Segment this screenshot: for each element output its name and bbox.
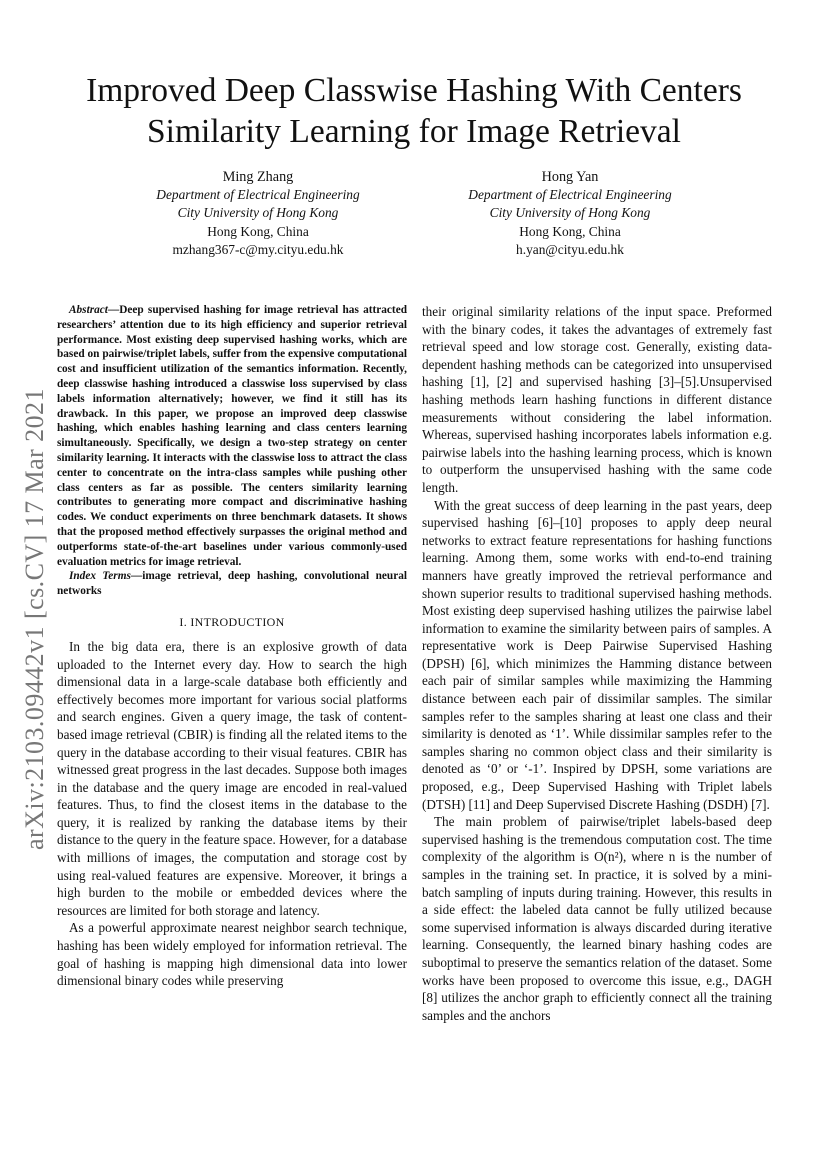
title-line-1: Improved Deep Classwise Hashing With Centers — [86, 72, 742, 109]
abstract-label: Abstract — [69, 304, 108, 316]
index-terms — [57, 569, 407, 599]
author-block-2 — [425, 168, 715, 259]
author-department: Department of Electrical Engineering — [156, 187, 360, 203]
body-paragraph: their original similarity relations of the input space. Preformed with the binary codes, it takes the advantages of extremely fast retrieval speed and low storage cost. Generally, existing data-dependent hashing methods can be categorized into unsupervised hashing [1], [2] and supervised hashing [3]–[5].Unsupervised hashing methods learn hashing functions in different distance measurements without considering the label information. Whereas, supervised hashing incorporates labels information e.g. pairwise labels into the hashing learning process, which is known to outperform the unsupervised hashing with the same code length. — [422, 304, 772, 495]
section-heading-introduction: I. INTRODUCTION — [179, 614, 285, 629]
paper-title — [0, 70, 828, 152]
author-email: mzhang367-c@my.cityu.edu.hk — [172, 241, 344, 257]
title-line-2: Similarity Learning for Image Retrieval — [147, 113, 681, 150]
author-university: City University of Hong Kong — [177, 205, 339, 221]
arxiv-stamp: arXiv:2103.09442v1 [cs.CV] 17 Mar 2021 — [20, 388, 49, 850]
right-column — [422, 303, 772, 1024]
body-paragraph: The main problem of pairwise/triplet labels-based deep supervised hashing is the tremendous computation cost. The time complexity of the algorithm is O(n²), where n is the number of samples in the training set. In practice, it is solved by a mini-batch sampling of inputs during training. However, this results in a side effect: the labeled data cannot be fully utilized because some supervised information is always discarded during iterative learning. Consequently, the learned binary hashing codes are suboptimal to preserve the semantics relation of the dataset. Some works have been proposed to overcome this issue, e.g., DAGH [8] utilizes the anchor graph to efficiently connect all the training samples and the anchors — [422, 814, 772, 1023]
abstract-text: —Deep supervised hashing for image retrieval has attracted researchers’ attention due to its high efficiency and superior retrieval performance. Most existing deep supervised hashing works, which are based on pairwise/triplet labels, suffer from the expensive computational cost and insufficient utilization of the semantics information. Recently, deep classwise hashing introduced a classwise loss supervised by class labels information alternatively; however, we find it still has its drawback. In this paper, we propose an improved deep classwise hashing, which enables hashing learning and class centers learning simultaneously. Specifically, we design a two-step strategy on center similarity learning. It interacts with the classwise loss to attract the class center to concentrate on the intra-class samples while pushing other class centers as far as possible. The centers similarity learning contributes to generating more compact and discriminative hashing codes. We conduct experiments on three benchmark datasets. It shows that the proposed method effectively surpasses the original method and outperforms state-of-the-art baselines under various commonly-used evaluation metrics for image retrieval. — [57, 304, 407, 568]
left-column — [57, 303, 407, 990]
body-paragraph: With the great success of deep learning in the past years, deep supervised hashing [6]–[10] proposes to apply deep neural networks to extract feature representations for hashing functions learning. Among them, some works with end-to-end training manners have greatly improved the retrieval performance and shown superior results to traditional supervised hashing methods. Most existing deep supervised hashing utilizes the pairwise label information to examine the similarity between pairs of samples. A representative work is Deep Pairwise Supervised Hashing (DPSH) [6], which minimizes the Hamming distance between each pair of similar samples while maximizing the Hamming distance between each pair of dissimilar samples. The similar samples refer to the samples sharing at least one class and their similarity is denoted as ‘1’. While dissimilar samples refer to the samples sharing no common object class and their similarity is denoted as ‘0’ or ‘-1’. Inspired by DPSH, some variations are proposed, e.g., Deep Supervised Hashing with Triplet labels (DTSH) [11] and Deep Supervised Discrete Hashing (DSDH) [7]. — [422, 497, 772, 812]
body-paragraph: In the big data era, there is an explosive growth of data uploaded to the Internet every day. How to search the high dimensional data in a large-scale database both efficiently and effectively becomes more important for various social platforms and search engines. Given a query image, the task of content-based image retrieval (CBIR) is finding all the related items to the query in the database according to their visual features. CBIR has witnessed great progress in the last decades. Suppose both images in the database and the query image are encoded in real-valued features. Thus, to find the closest items in the database to the query, it is realized by ranking the database items by their distance to the query in the feature space. However, for a database with millions of images, the computation and storage cost by using real-valued features are expensive. Moreover, it brings a high burden to the mobile or embedded devices where the resources are limited for both storage and latency. — [57, 638, 407, 918]
author-email: h.yan@cityu.edu.hk — [516, 241, 624, 257]
index-terms-text: —image retrieval, deep hashing, convolutional neural networks — [57, 570, 407, 598]
author-university: City University of Hong Kong — [489, 205, 651, 221]
author-location: Hong Kong, China — [519, 223, 621, 239]
author-block-1 — [113, 168, 403, 259]
author-location: Hong Kong, China — [207, 223, 309, 239]
body-paragraph: As a powerful approximate nearest neighbor search technique, hashing has been widely employed for information retrieval. The goal of hashing is mapping high dimensional data into lower dimensional binary codes while preserving — [57, 920, 407, 989]
author-name: Ming Zhang — [222, 169, 294, 185]
abstract — [57, 303, 407, 569]
index-terms-label: Index Terms — [69, 570, 131, 583]
author-name: Hong Yan — [541, 169, 599, 185]
author-department: Department of Electrical Engineering — [468, 187, 672, 203]
